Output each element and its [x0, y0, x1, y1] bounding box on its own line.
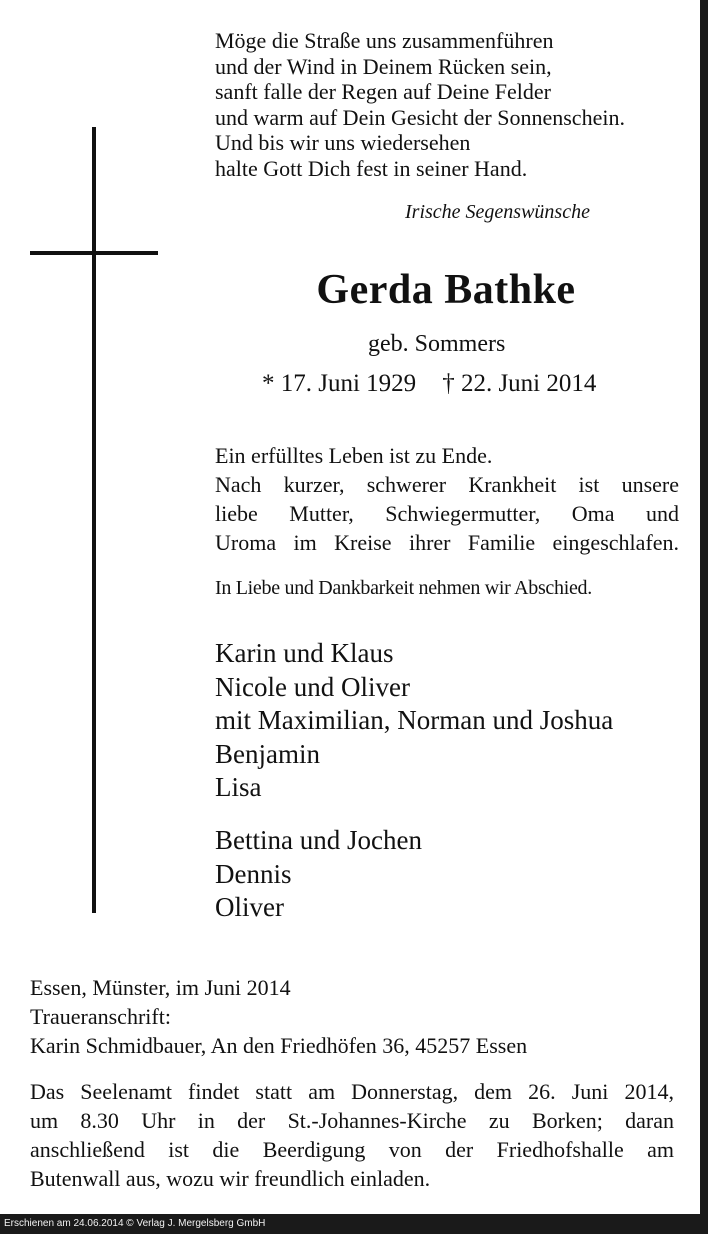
cross-icon-bar	[30, 251, 158, 255]
maiden-name: geb. Sommers	[368, 331, 506, 357]
message-line: Nach kurzer, schwerer Krankheit ist unsere	[215, 472, 679, 497]
mourner-name: Nicole und Oliver	[215, 671, 410, 702]
place-date: Essen, Münster, im Juni 2014	[30, 975, 291, 1000]
mourner-name: Benjamin	[215, 738, 320, 769]
mourner-name: Lisa	[215, 772, 262, 802]
publication-footer: Erschienen am 24.06.2014 © Verlag J. Mergelsberg GmbH	[0, 1214, 708, 1234]
mourning-address-label: Traueranschrift:	[30, 1004, 171, 1029]
deceased-name: Gerda Bathke	[316, 267, 576, 313]
poem-line: Möge die Straße uns zusammenführen	[215, 28, 554, 53]
blessing-poem	[215, 28, 625, 181]
poem-line: Und bis wir uns wiedersehen	[215, 130, 471, 155]
birth-date: * 17. Juni 1929	[262, 370, 417, 397]
death-date: † 22. Juni 2014	[442, 370, 597, 397]
mourner-name: mit Maximilian, Norman und Joshua	[215, 705, 614, 735]
farewell-thanks: In Liebe und Dankbarkeit nehmen wir Abschied.	[215, 577, 592, 599]
mourner-name: Oliver	[215, 892, 284, 922]
message-line: liebe Mutter, Schwiegermutter, Oma und	[215, 501, 679, 526]
mourners-group	[215, 824, 422, 925]
poem-line: und der Wind in Deinem Rücken sein,	[215, 53, 552, 79]
cross-icon	[92, 127, 96, 913]
poem-source: Irische Segenswünsche	[405, 201, 590, 223]
poem-line: sanft falle der Regen auf Deine Felder	[215, 79, 551, 104]
service-line: Butenwall aus, wozu wir freundlich einladen.	[30, 1166, 431, 1191]
mourners-group	[215, 637, 613, 805]
message-line: Ein erfülltes Leben ist zu Ende.	[215, 443, 493, 468]
mourner-name: Bettina und Jochen	[215, 825, 422, 855]
farewell-message	[215, 441, 679, 557]
service-info	[30, 1077, 674, 1193]
service-line: um 8.30 Uhr in der St.-Johannes-Kirche zu Borken; daran	[30, 1108, 674, 1133]
poem-line: halte Gott Dich fest in seiner Hand.	[215, 155, 528, 181]
service-line: anschließend ist die Beerdigung von der Friedhofshalle am	[30, 1137, 674, 1162]
mourner-name: Dennis	[215, 858, 292, 889]
message-line: Uroma im Kreise ihrer Familie eingeschlafen.	[215, 530, 679, 555]
mourning-address: Karin Schmidbauer, An den Friedhöfen 36, 45257 Essen	[30, 1033, 528, 1058]
mourner-name: Karin und Klaus	[215, 638, 394, 668]
service-line: Das Seelenamt findet statt am Donnerstag, dem 26. Juni 2014,	[30, 1079, 674, 1104]
poem-line: und warm auf Dein Gesicht der Sonnenschein.	[215, 104, 625, 130]
life-dates	[262, 370, 596, 398]
place-and-address	[30, 973, 527, 1060]
